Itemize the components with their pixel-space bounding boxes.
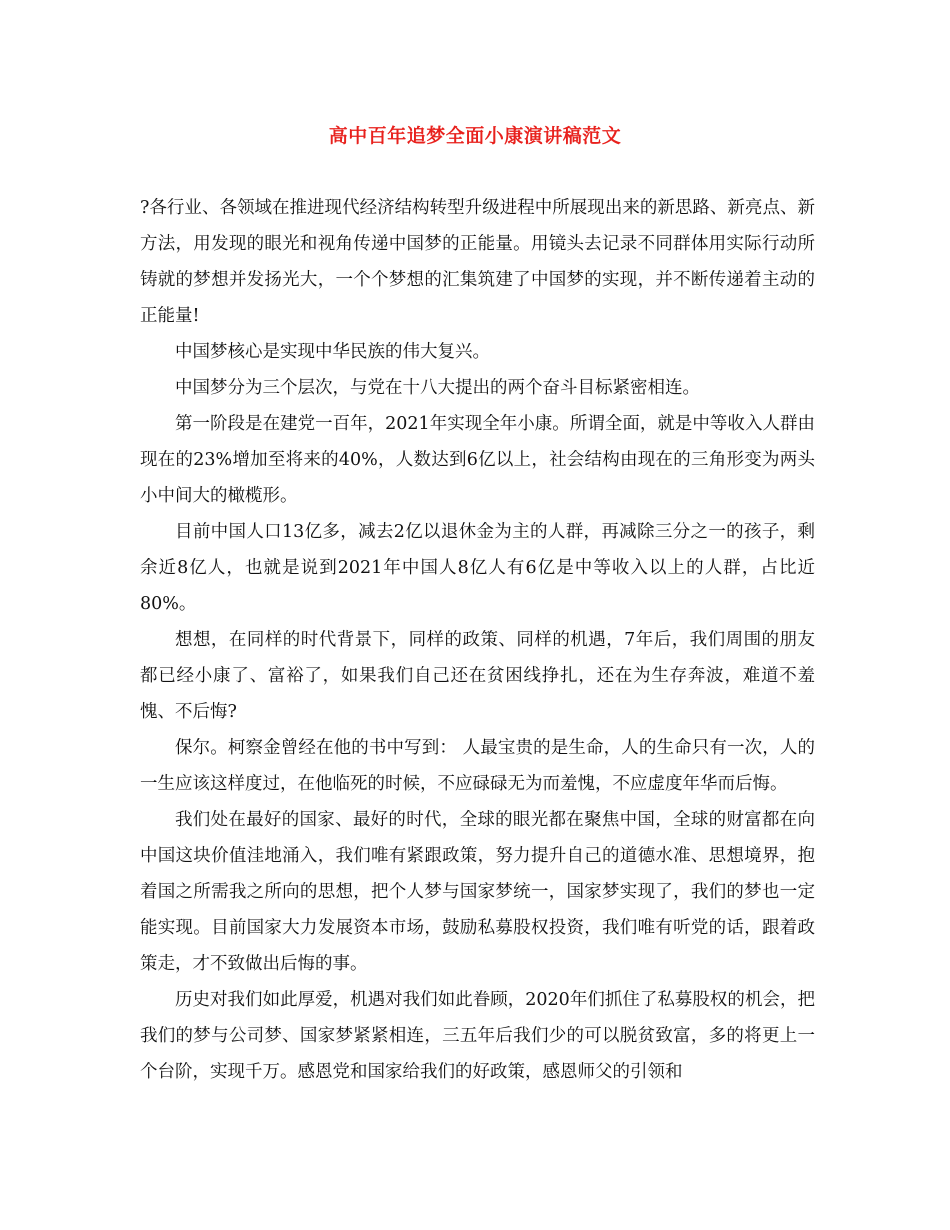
document-title: 高中百年追梦全面小康演讲稿范文 xyxy=(328,125,622,147)
paragraph: 第一阶段是在建党一百年，2021年实现全年小康。所谓全面，就是中等收入人群由现在的23%增加至将来的40%，人数达到6亿以上，社会结构由现在的三角形变为两头小中间大的橄榄形。 xyxy=(140,414,815,506)
paragraph: 我们处在最好的国家、最好的时代，全球的眼光都在聚焦中国，全球的财富都在向中国这块价值洼地涌入，我们唯有紧跟政策，努力提升自己的道德水准、思想境界，抱着国之所需我之所向的思想，把个人梦与国家梦统一，国家梦实现了，我们的梦也一定能实现。目前国家大力发展资本市场，鼓励私募股权投资，我们唯有听党的话，跟着政策走，才不致做出后悔的事。 xyxy=(140,810,815,974)
paragraph: 想想，在同样的时代背景下，同样的政策、同样的机遇，7年后，我们周围的朋友都已经小康了、富裕了，如果我们自己还在贫困线挣扎，还在为生存奔波，难道不羞愧、不后悔? xyxy=(140,630,815,722)
document-body xyxy=(140,190,815,1090)
paragraph: 历史对我们如此厚爱，机遇对我们如此眷顾，2020年们抓住了私募股权的机会，把我们的梦与公司梦、国家梦紧紧相连，三五年后我们少的可以脱贫致富，多的将更上一个台阶，实现千万。感恩党和国家给我们的好政策，感恩师父的引领和 xyxy=(140,990,815,1082)
paragraph: 中国梦分为三个层次，与党在十八大提出的两个奋斗目标紧密相连。 xyxy=(175,378,700,398)
paragraph: 中国梦核心是实现中华民族的伟大复兴。 xyxy=(175,342,490,362)
paragraph: 目前中国人口13亿多，减去2亿以退休金为主的人群，再减除三分之一的孩子，剩余近8亿人，也就是说到2021年中国人8亿人有6亿是中等收入以上的人群，占比近80%。 xyxy=(140,522,815,614)
paragraph: 保尔。柯察金曾经在他的书中写到： 人最宝贵的是生命，人的生命只有一次，人的一生应该这样度过，在他临死的时候，不应碌碌无为而羞愧，不应虚度年华而后悔。 xyxy=(140,738,815,794)
paragraph: ?各行业、各领域在推进现代经济结构转型升级进程中所展现出来的新思路、新亮点、新方法，用发现的眼光和视角传递中国梦的正能量。用镜头去记录不同群体用实际行动所铸就的梦想并发扬光大，一个个梦想的汇集筑建了中国梦的实现，并不断传递着主动的正能量! xyxy=(140,198,815,326)
